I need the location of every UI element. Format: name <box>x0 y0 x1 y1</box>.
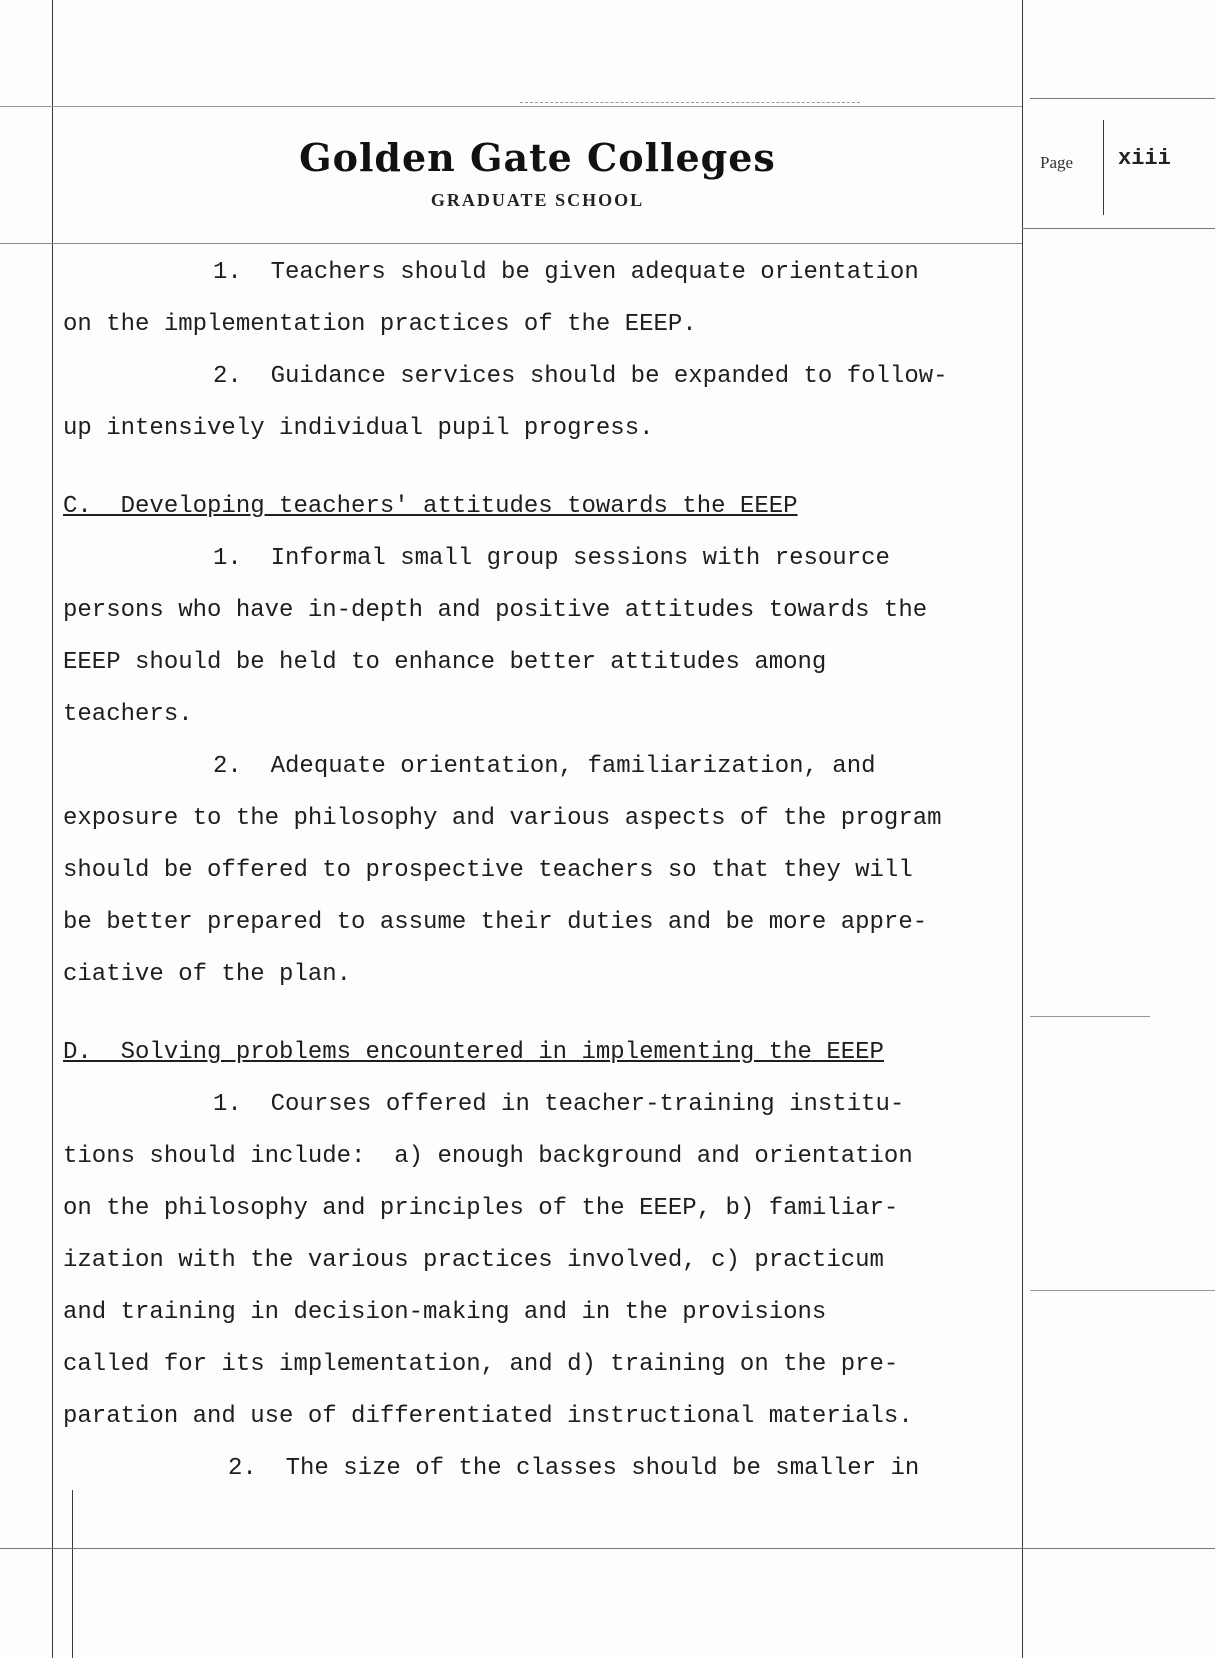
text-line: ciative of the plan. <box>63 961 352 988</box>
text-line: teachers. <box>63 701 193 728</box>
text-line: tions should include: a) enough background and orientation <box>63 1143 913 1170</box>
left-margin-rule-lower <box>72 1490 73 1658</box>
right-margin-tick-lower <box>1030 1290 1215 1291</box>
header-bottom-rule <box>0 243 1022 244</box>
text-line: ization with the various practices involved, c) practicum <box>63 1247 884 1274</box>
right-margin-tick <box>1030 1016 1150 1017</box>
text-line: called for its implementation, and d) training on the pre- <box>63 1351 899 1378</box>
text-line: on the philosophy and principles of the EEEP, b) familiar- <box>63 1195 899 1222</box>
text-line: 2. The size of the classes should be smaller in <box>228 1455 920 1482</box>
header-top-rule <box>0 106 1022 107</box>
text-line: 2. Guidance services should be expanded to follow- <box>213 363 948 390</box>
text-line: paration and use of differentiated instructional materials. <box>63 1403 913 1430</box>
section-heading-d: D. Solving problems encountered in implementing the EEEP <box>63 1039 884 1066</box>
page-number: xiii <box>1118 146 1171 171</box>
text-line: 2. Adequate orientation, familiarization, and <box>213 753 876 780</box>
body-text <box>63 247 1043 1495</box>
text-line: should be offered to prospective teachers so that they will <box>63 857 913 884</box>
text-line: on the implementation practices of the EEEP. <box>63 311 697 338</box>
text-line: EEEP should be held to enhance better attitudes among <box>63 649 827 676</box>
text-line: up intensively individual pupil progress. <box>63 415 654 442</box>
footer-rule <box>0 1548 1215 1549</box>
page-label: Page <box>1040 153 1074 172</box>
text-line: exposure to the philosophy and various aspects of the program <box>63 805 942 832</box>
text-line: be better prepared to assume their duties and be more appre- <box>63 909 928 936</box>
left-margin-rule <box>52 0 53 1658</box>
institution-title: Golden Gate Colleges <box>299 135 776 180</box>
text-line: 1. Informal small group sessions with resource <box>213 545 890 572</box>
section-heading-c: C. Developing teachers' attitudes towards the EEEP <box>63 493 798 520</box>
text-line: and training in decision-making and in the provisions <box>63 1299 827 1326</box>
school-subtitle: GRADUATE SCHOOL <box>430 190 645 210</box>
text-line: 1. Teachers should be given adequate orientation <box>213 259 919 286</box>
text-line: 1. Courses offered in teacher-training institu- <box>213 1091 905 1118</box>
text-line: persons who have in-depth and positive attitudes towards the <box>63 597 928 624</box>
page-box-bottom-rule <box>1022 228 1215 229</box>
top-dashed-rule <box>520 102 860 103</box>
page-box-divider <box>1103 120 1104 215</box>
page-box-top-rule <box>1030 98 1215 99</box>
